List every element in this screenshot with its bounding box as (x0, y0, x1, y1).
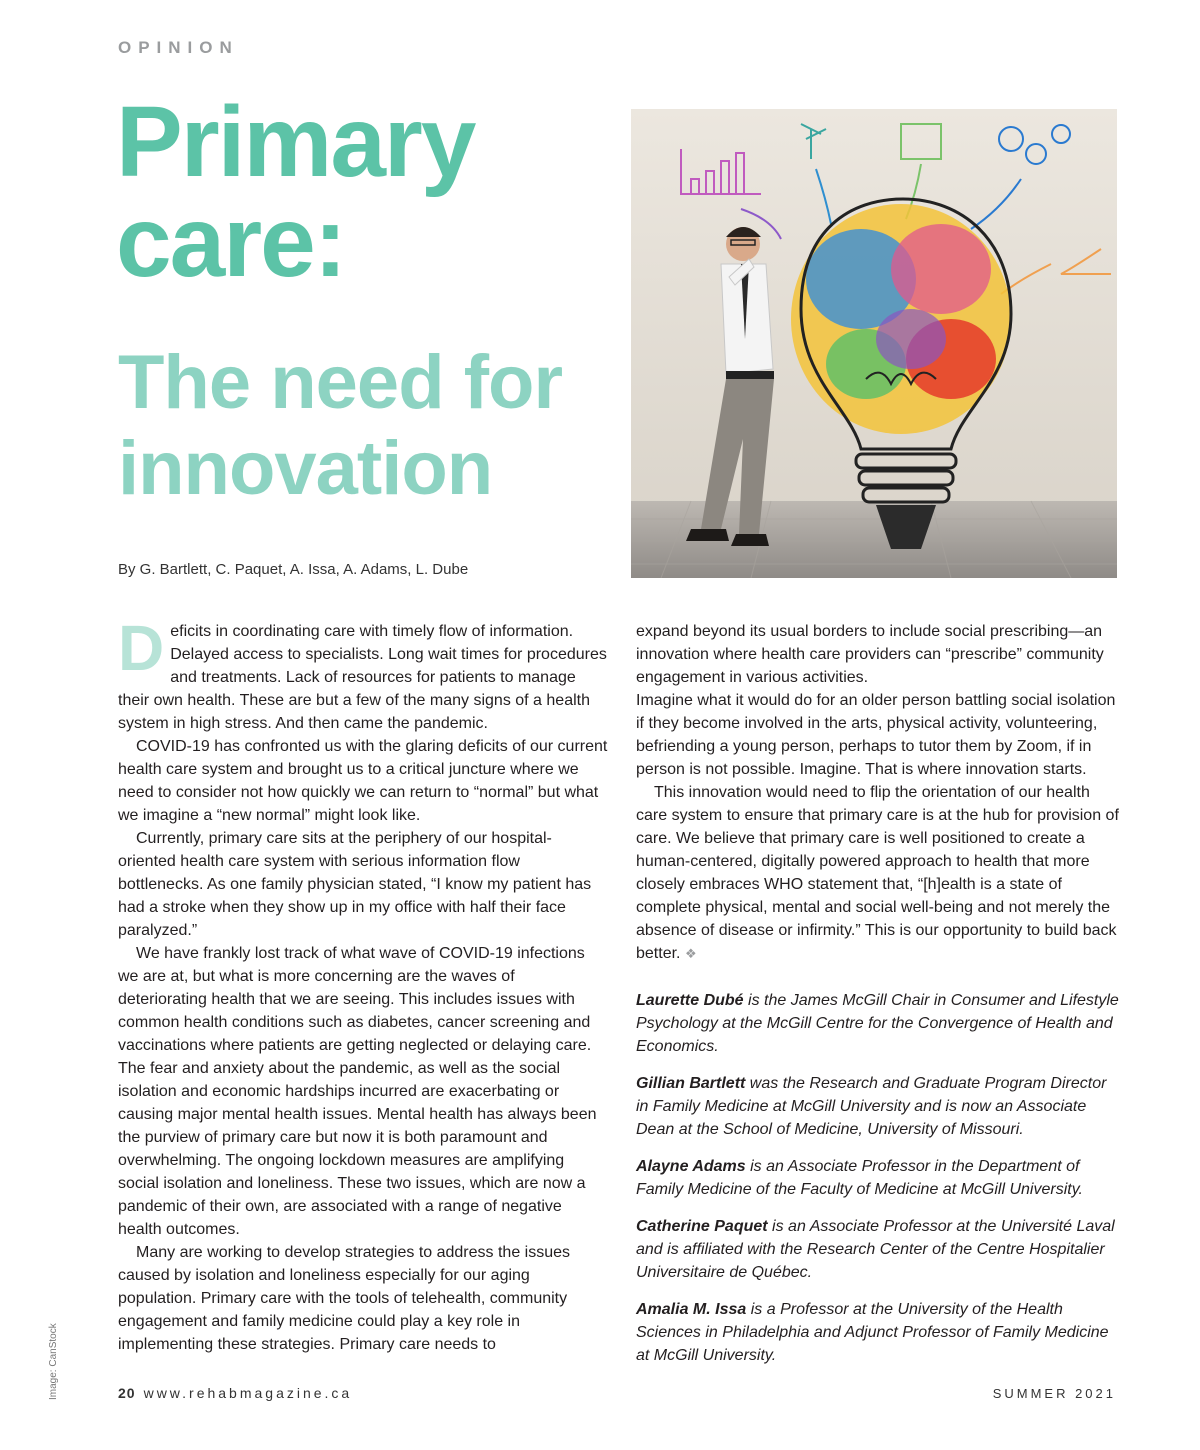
page-number: 20 (118, 1385, 136, 1401)
author-bio-text: is a Professor at the University of the Health Sciences in Philadelphia and Adjunct Professor of Family Medicine at McGill University. (636, 1301, 1109, 1364)
lightbulb-illustration-icon (631, 109, 1117, 578)
author-name: Amalia M. Issa (636, 1301, 747, 1318)
title-line-2: care: (116, 186, 346, 298)
body-paragraph-8 (636, 781, 1120, 965)
drop-cap: D (118, 612, 165, 684)
body-column-left (118, 612, 608, 1356)
body-paragraph-7: Imagine what it would do for an older person battling social isolation if they become involved in the arts, physical activity, volunteering, befriending a young person, perhaps to tutor them by Zoom, if in person is not possible. Imagine. That is where innovation starts. (636, 692, 1116, 778)
author-name: Catherine Paquet (636, 1218, 768, 1235)
author-bio (636, 1155, 1120, 1201)
author-name: Laurette Dubé (636, 992, 744, 1009)
website-link[interactable]: www.rehabmagazine.ca (143, 1385, 353, 1401)
body-paragraph-6: expand beyond its usual borders to include social prescribing—an innovation where health care providers can “prescribe” community engagement in various activities. (636, 623, 1104, 686)
image-credit: Image: CanStock (48, 1323, 59, 1400)
body-paragraph-5: Many are working to develop strategies to address the issues caused by isolation and loneliness especially for our aging population. Primary care with the tools of telehealth, community engagement and family medicine could play a key role in implementing these strategies. Primary care needs to (118, 1244, 571, 1353)
author-bio-text: was the Research and Graduate Program Director in Family Medicine at McGill University and is now an Associate Dean at the School of Medicine, University of Missouri. (636, 1075, 1107, 1138)
end-mark-icon: ❖ (684, 946, 697, 961)
body-paragraph-1 (118, 612, 608, 735)
footer-left (118, 1385, 352, 1401)
subtitle-line-2: innovation (118, 426, 493, 511)
subtitle-line-1: The need for (118, 340, 563, 425)
body-paragraph-3: Currently, primary care sits at the periphery of our hospital-oriented health care system with serious information flow bottlenecks. As one family physician stated, “I know my patient has had a stroke when they show up in my office with half their face paralyzed.” (118, 830, 592, 939)
title-line-1: Primary (116, 86, 475, 198)
byline: By G. Bartlett, C. Paquet, A. Issa, A. Adams, L. Dube (118, 561, 469, 578)
author-name: Gillian Bartlett (636, 1075, 746, 1092)
author-name: Alayne Adams (636, 1158, 746, 1175)
author-bio (636, 989, 1120, 1058)
body-paragraph-4: We have frankly lost track of what wave of COVID-19 infections we are at, but what is more concerning are the waves of deteriorating health that we are seeing. This includes issues with common health conditions such as diabetes, cancer screening and vaccinations where patients are getting neglected or delaying care. The fear and anxiety about the pandemic, as well as the social isolation and economic hardships incurred are exacerbating or causing major mental health issues. Mental health has always been the purview of primary care but now it is both paramount and overwhelming. The ongoing lockdown measures are amplifying social isolation and loneliness. These two issues, which are now a pandemic of their own, are associated with a range of negative health outcomes. (118, 945, 597, 1238)
author-bio-text: is an Associate Professor in the Department of Family Medicine of the Faculty of Medicine at McGill University. (636, 1158, 1083, 1198)
author-bio-text: is an Associate Professor at the Université Laval and is affiliated with the Research Center of the Centre Hospitalier Universitaire de Québec. (636, 1218, 1115, 1281)
body-column-right (636, 620, 1120, 1367)
section-label: OPINION (118, 38, 239, 57)
author-bio (636, 1298, 1120, 1367)
article-title (116, 86, 636, 298)
hero-image (631, 109, 1117, 578)
article-subtitle (118, 340, 638, 512)
body-paragraph-2: COVID-19 has confronted us with the glaring deficits of our current health care system and brought us to a critical juncture where we need to consider not how quickly we can return to “normal” but what we imagine a “new normal” might look like. (118, 738, 608, 824)
author-bio-text: is the James McGill Chair in Consumer and Lifestyle Psychology at the McGill Centre for the Convergence of Health and Economics. (636, 992, 1119, 1055)
author-bio (636, 1215, 1120, 1284)
body-paragraph-1-text: eficits in coordinating care with timely flow of information. Delayed access to specialists. Long wait times for procedures and treatments. Lack of resources for patients to manage their own health. These are but a few of the many signs of a health system in high stress. And then came the pandemic. (118, 623, 607, 732)
author-bio (636, 1072, 1120, 1141)
issue-label: SUMMER 2021 (992, 1386, 1116, 1401)
body-paragraph-8-text: This innovation would need to flip the orientation of our health care system to ensure that primary care is at the hub for provision of care. We believe that primary care is well positioned to create a human-centered, digitally powered approach to health that more closely embraces WHO statement that, “[h]ealth is a state of complete physical, mental and social well-being and not merely the absence of disease or infirmity.” This is our opportunity to build back better. (636, 784, 1119, 962)
